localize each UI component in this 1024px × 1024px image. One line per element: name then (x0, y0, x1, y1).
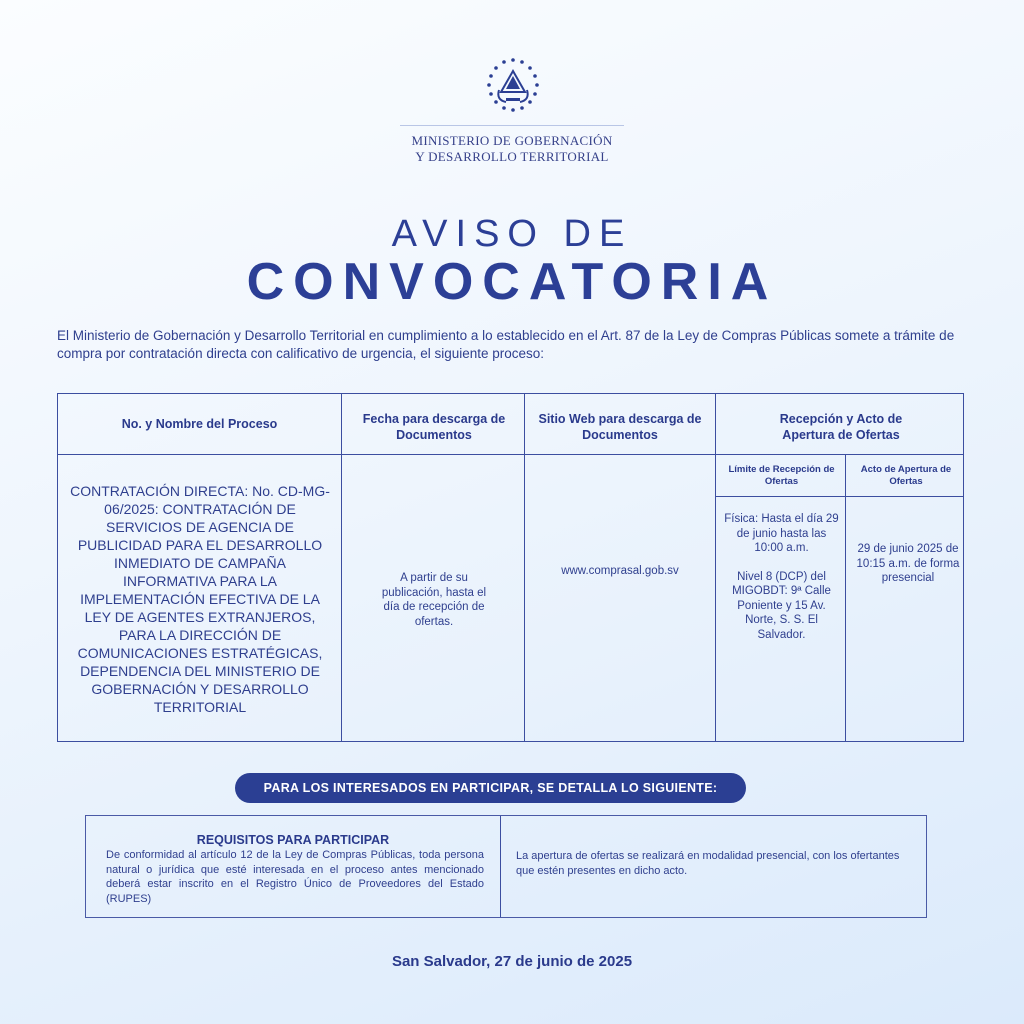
intro-paragraph: El Ministerio de Gobernación y Desarrollo Territorial en cumplimiento a lo establecido en el Art. 87 de la Ley de Compras Públicas somete a trámite de compra por contratación directa con calificativo de urgencia, el siguiente proceso: (57, 328, 955, 361)
subheader-opening: Acto de Apertura de Ofertas (860, 464, 952, 487)
participation-banner: PARA LOS INTERESADOS EN PARTICIPAR, SE DETALLA LO SIGUIENTE: (235, 773, 746, 803)
header-process: No. y Nombre del Proceso (121, 417, 278, 431)
footer-date: San Salvador, 27 de junio de 2025 (391, 953, 633, 970)
coat-of-arms-logo (482, 54, 544, 116)
process-table (57, 393, 964, 742)
requirements-box (85, 815, 927, 918)
header-website: Sitio Web para descarga de Documentos (538, 412, 702, 442)
limit-address: Nivel 8 (DCP) del MIGOBDT: 9ª Calle Poniente y 15 Av. Norte, S. S. El Salvador. (732, 570, 831, 641)
requirements-divider (500, 816, 501, 917)
col-divider-3 (715, 394, 716, 741)
ministry-name-line2: Y DESARROLLO TERRITORIAL (415, 149, 609, 164)
cell-limit (718, 512, 845, 642)
header-divider (400, 125, 624, 126)
limit-physical: Física: Hasta el día 29 de junio hasta las 10:00 a.m. (724, 513, 839, 554)
col-divider-4 (845, 454, 846, 741)
title-line1: AVISO DE (391, 213, 633, 255)
col-divider-2 (524, 394, 525, 741)
header-download-date: Fecha para descarga de Documentos (362, 412, 506, 442)
title-line2: CONVOCATORIA (246, 253, 778, 311)
col-divider-1 (341, 394, 342, 741)
header-reception: Recepción y Acto de Apertura de Ofertas (779, 412, 903, 442)
subheader-limit: Límite de Recepción de Ofertas (728, 464, 835, 487)
cell-website[interactable] (527, 456, 713, 686)
opening-note: La apertura de ofertas se realizará en modalidad presencial, con los ofertantes que estén presentes en dicho acto. (516, 850, 900, 877)
requirements-title: REQUISITOS PARA PARTICIPAR (196, 833, 390, 847)
cell-download-date: A partir de su publicación, hasta el día de recepción de ofertas. (381, 572, 487, 628)
cell-process: CONTRATACIÓN DIRECTA: No. CD-MG-06/2025: CONTRATACIÓN DE SERVICIOS DE AGENCIA DE PUBLICIDAD PARA EL DESARROLLO INMEDIATO DE CAMPAÑA INFORMATIVA PARA LA IMPLEMENTACIÓN EFECTIVA DE LA LEY DE AGENTES EXTRANJEROS, PARA LA DIRECCIÓN DE COMUNICACIONES ESTRATÉGICAS, DEPENDENCIA DEL MINISTERIO DE GOBERNACIÓN Y DESARROLLO TERRITORIAL (70, 483, 330, 715)
requirements-text: De conformidad al artículo 12 de la Ley de Compras Públicas, toda persona natural o jurídica que esté interesada en el proceso antes mencionado deberá estar inscrito en el Registro Único de Proveedores del Estado (RUPES) (106, 849, 484, 905)
cell-opening: 29 de junio 2025 de 10:15 a.m. de forma presencial (856, 543, 960, 584)
subheader-divider (715, 496, 963, 497)
website-link[interactable]: www.comprasal.gob.sv (561, 564, 679, 577)
ministry-name-line1: MINISTERIO DE GOBERNACIÓN (411, 133, 613, 148)
